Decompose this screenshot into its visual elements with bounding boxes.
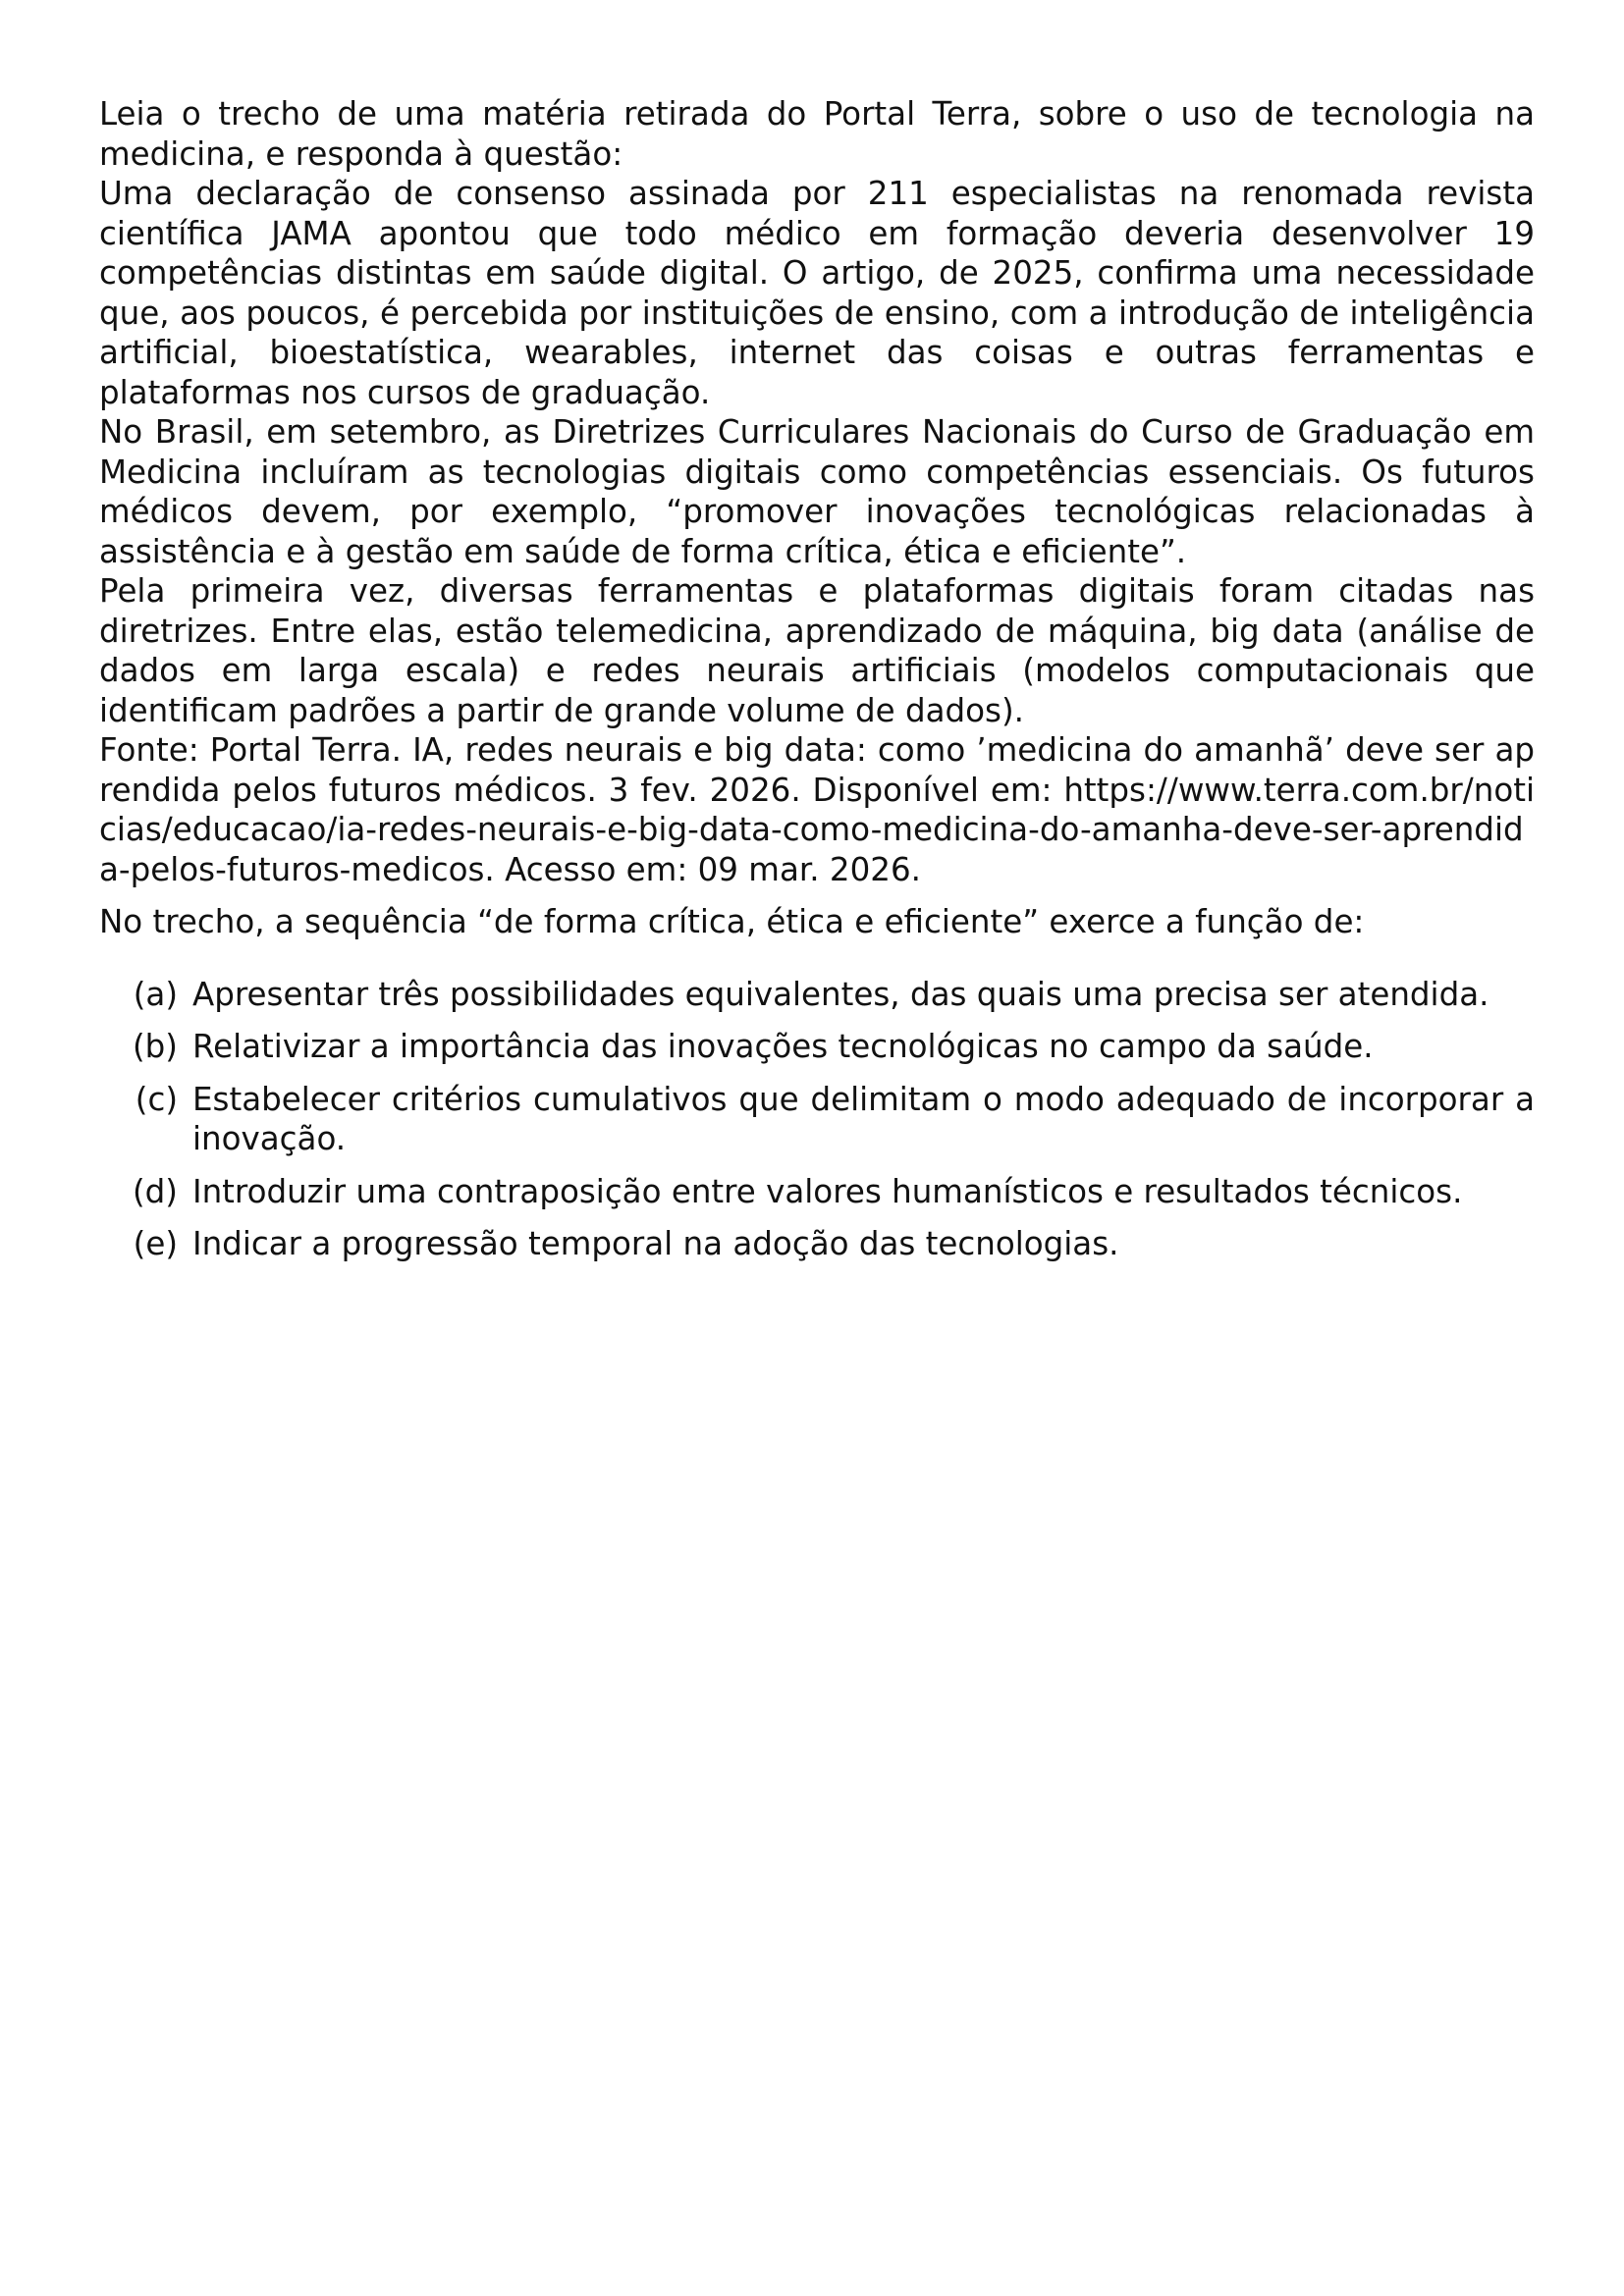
answer-option-c[interactable]: [99, 1080, 1535, 1159]
option-text: Introduzir uma contraposição entre valores humanísticos e resultados técnicos.: [192, 1172, 1463, 1210]
option-text: Indicar a progressão temporal na adoção das tecnologias.: [192, 1225, 1119, 1262]
passage-paragraph-2: No Brasil, em setembro, as Diretrizes Curriculares Nacionais do Curso de Graduação em Medicina incluíram as tecnologias digitais como competências essenciais. Os futuros médicos devem, por exemplo, “promover inovações tecnológicas relacionadas à assistência e à gestão em saúde de forma crítica, ética e eficiente”.: [99, 413, 1535, 570]
answer-options: [99, 975, 1535, 1264]
option-letter: (a): [133, 975, 178, 1013]
passage-intro: Leia o trecho de uma matéria retirada do Portal Terra, sobre o uso de tecnologia na medicina, e responda à questão:: [99, 95, 1535, 173]
option-letter: (d): [133, 1172, 178, 1210]
answer-option-d[interactable]: [99, 1172, 1535, 1212]
question-stem: No trecho, a sequência “de forma crítica, ética e eficiente” exerce a função de:: [99, 903, 1365, 940]
question-content: [99, 94, 1535, 1277]
answer-option-a[interactable]: [99, 975, 1535, 1015]
option-text: Apresentar três possibilidades equivalentes, das quais uma precisa ser atendida.: [192, 975, 1489, 1013]
passage-paragraph-1: Uma declaração de consenso assinada por 211 especialistas na renomada revista científica JAMA apontou que todo médico em formação deveria desenvolver 19 competências distintas em saúde digital. O artigo, de 2025, confirma uma necessidade que, aos poucos, é percebida por instituições de ensino, com a introdução de inteligência artificial, bioestatística, wearables, internet das coisas e outras ferramentas e plataformas nos cursos de graduação.: [99, 175, 1535, 411]
answer-option-b[interactable]: [99, 1027, 1535, 1067]
option-letter: (e): [133, 1225, 178, 1262]
passage-paragraph-3: Pela primeira vez, diversas ferramentas e plataformas digitais foram citadas nas diretrizes. Entre elas, estão telemedicina, aprendizado de máquina, big data (análise de dados em larga escala) e redes neurais artificiais (modelos computacionais que identificam padrões a partir de grande volume de dados).: [99, 572, 1535, 729]
option-letter: (c): [135, 1080, 178, 1118]
passage-source: Fonte: Portal Terra. IA, redes neurais e big data: como ’medicina do amanhã’ deve ser aprendida pelos futuros médicos. 3 fev. 2026. Disponível em: https://www.terra.com.br/noticias/educacao/ia-redes-neurais-e-big-data-como-medicina-do-amanha-deve-ser-aprendida-pelos-futuros-medicos. Acesso em: 09 mar. 2026.: [99, 731, 1535, 888]
option-text: Relativizar a importância das inovações tecnológicas no campo da saúde.: [192, 1028, 1374, 1065]
option-text: Estabelecer critérios cumulativos que delimitam o modo adequado de incorporar a inovação.: [192, 1080, 1535, 1157]
answer-option-e[interactable]: [99, 1224, 1535, 1264]
option-letter: (b): [133, 1028, 178, 1065]
